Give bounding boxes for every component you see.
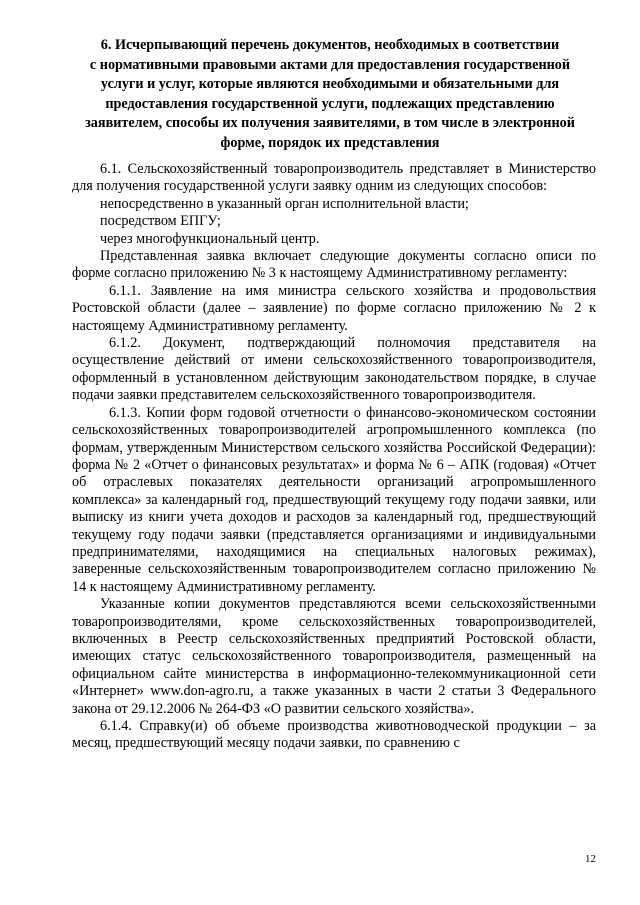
section-heading-line: форме, порядок их представления (220, 134, 440, 151)
submission-way-direct: непосредственно в указанный орган исполнительной власти; (100, 195, 469, 212)
paragraph-6-1-1: 6.1.1. Заявление на имя министра сельского хозяйства и продовольствия Ростовской области (далее – заявление) по форме согласно приложению № 2 к настоящему Административному регламенту. (72, 282, 596, 334)
section-heading (66, 36, 594, 153)
section-heading-line: услуги и услуг, которые являются необходимыми и обязательными для (100, 76, 560, 92)
section-heading-line: предоставления государственной услуги, подлежащих представлению (105, 95, 555, 112)
paragraph-6-1: 6.1. Сельскохозяйственный товаропроизводитель представляет в Министерство для получения государственной услуги заявку одним из следующих способов: (72, 161, 596, 195)
section-heading-line: заявителем, способы их получения заявителями, в том числе в электронной (85, 115, 575, 131)
submission-way-epgu: посредством ЕПГУ; (100, 213, 221, 230)
section-heading-line: с нормативными правовыми актами для предоставления государственной (89, 56, 571, 73)
paragraph-submitted-documents: Представленная заявка включает следующие документы согласно описи по форме согласно приложению № 3 к настоящему Административному регламенту: (72, 248, 596, 282)
document-body (72, 161, 596, 753)
paragraph-6-1-2: 6.1.2. Документ, подтверждающий полномочия представителя на осуществление действий от имени сельскохозяйственного товаропроизводителя, оформленный в установленном действующим законодательством порядке, в случае подачи заявки представителем сельскохозяйственного товаропроизводителя. (72, 335, 596, 404)
page-number: 12 (585, 853, 596, 865)
paragraph-6-1-3: 6.1.3. Копии форм годовой отчетности о финансово-экономическом состоянии сельскохозяйственных товаропроизводителей агропромышленного комплекса (по формам, утвержденным Министерством сельского хозяйства Российской Федерации): форма № 2 «Отчет о финансовых результатах» и форма № 6 – АПК (годовая) «Отчет об отраслевых показателях деятельности организаций агропромышленного комплекса» за календарный год, предшествующий текущему году подачи заявки, или выписку из книги учета доходов и расходов за календарный год, предшествующий текущему году подачи заявки (представляется организациями и индивидуальными предпринимателями, находящимися на специальных налоговых режимах), заверенные сельскохозяйственным товаропроизводителем согласно приложению № 14 к настоящему Административному регламенту. (72, 404, 596, 595)
paragraph-6-1-4: 6.1.4. Справку(и) об объеме производства животноводческой продукции – за месяц, предшествующий месяцу подачи заявки, по сравнению с (72, 718, 596, 752)
submission-way-mfc: через многофункциональный центр. (100, 230, 320, 247)
section-heading-line: 6. Исчерпывающий перечень документов, необходимых в соответствии (100, 37, 560, 53)
paragraph-copies: Указанные копии документов представляются всеми сельскохозяйственными товаропроизводителями, кроме сельскохозяйственных товаропроизводителей, включенных в Реестр сельскохозяйственных предприятий Ростовской области, имеющих статус сельскохозяйственного товаропроизводителя, размещенный на официальном сайте министерства в информационно-телекоммуникационной сети «Интернет» www.don-agro.ru, а также указанных в части 2 статьи 3 Федерального закона от 29.12.2006 № 264-ФЗ «О развитии сельского хозяйства». (72, 596, 596, 717)
